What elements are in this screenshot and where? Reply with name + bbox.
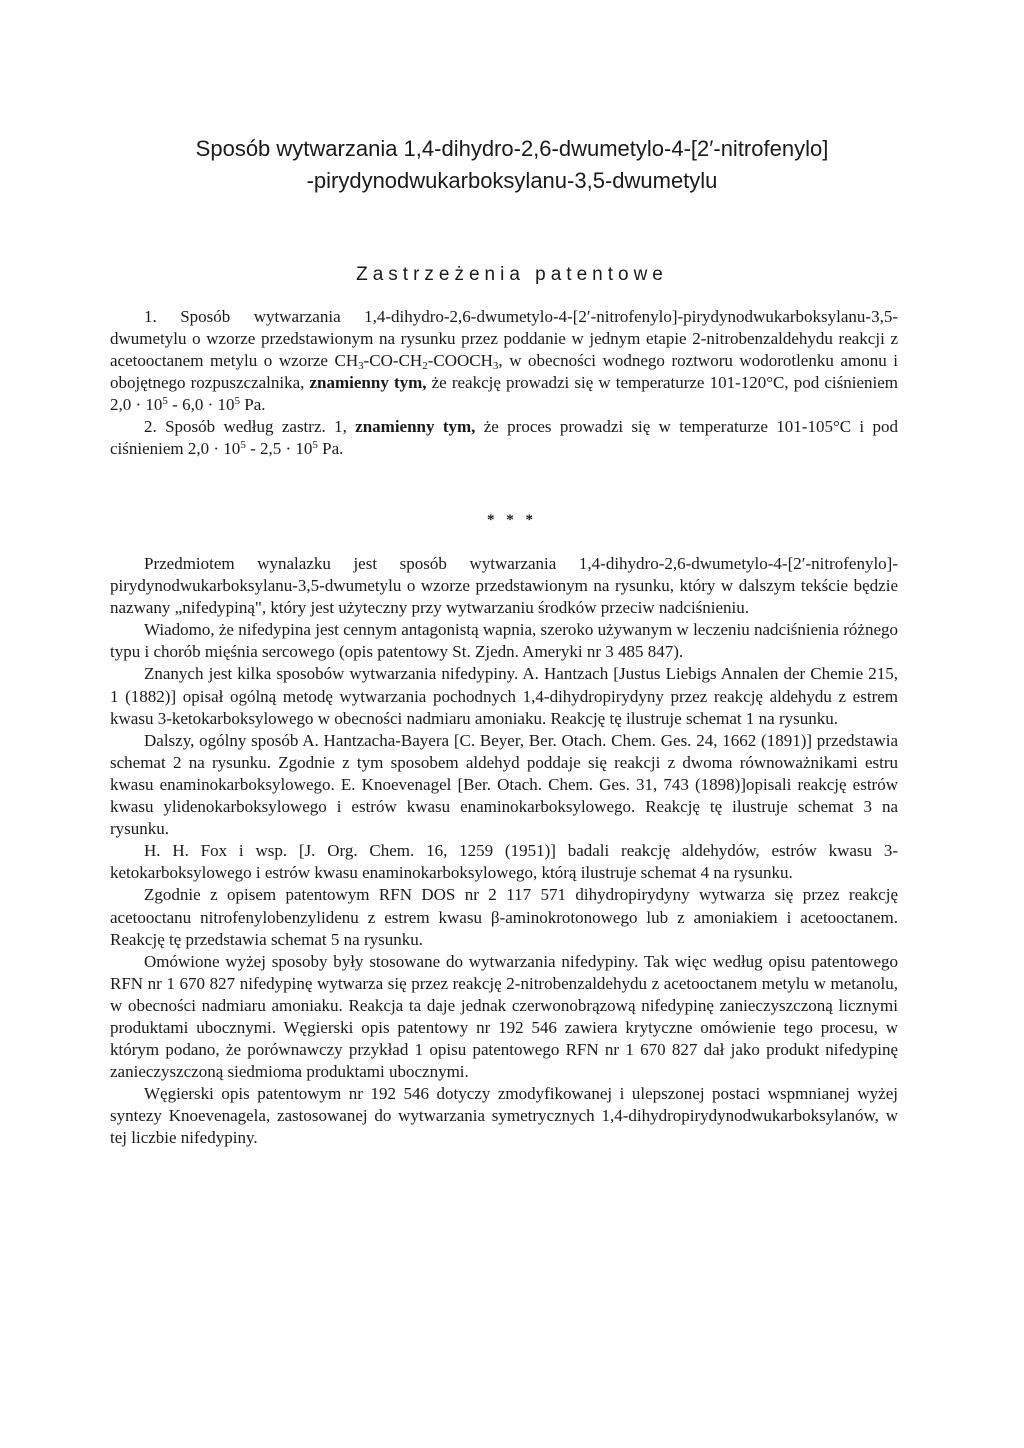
claim-1-characterizing-phrase: znamienny tym, [309,373,427,392]
claim-2: 2. Sposób według zastrz. 1, znamienny tym, że proces prowadzi się w temperaturze 101-105°C i pod ciśnieniem $2,0 \cdot 10^5 - 2,5 \cdot 10^5$ Pa. [110,417,898,458]
paragraph-2: Wiadomo, że nifedypina jest cennym antagonistą wapnia, szeroko używanym w leczeniu nadciśnienia różnego typu i chorób mięśnia sercowego (opis patentowy St. Zjedn. Ameryki nr 3 485 847). [110,620,898,662]
section-separator: * * * [487,512,537,528]
claim-2-characterizing-phrase: znamienny tym, [355,417,476,436]
claims-section [110,306,898,460]
paragraph-4: Dalszy, ogólny sposób A. Hantzacha-Bayera [C. Beyer, Ber. Otach. Chem. Ges. 24, 1662 (1891)] przedstawia schemat 2 na rysunku. Zgodnie z tym sposobem aldehyd poddaje się reakcji z dwoma równoważnikami estru kwasu enaminokarboksylowego. E. Knoevenagel [Ber. Otach. Chem. Ges. 31, 743 (1898)]opisali reakcję estrów kwasu ylidenokarboksylowego i estrów kwasu enaminokarboksylowego. Reakcję tę ilustruje schemat 3 na rysunku. [110,730,898,839]
title-line-1: Sposób wytwarzania 1,4-dihydro-2,6-dwumetylo-4-[2′-nitrofenylo] [195,136,829,161]
paragraph-3: Znanych jest kilka sposobów wytwarzania nifedypiny. A. Hantzach [Justus Liebigs Annalen der Chemie 215, 1 (1882)] opisał ogólną metodę wytwarzania pochodnych 1,4-dihydropirydyny przez reakcję aldehydu z estrem kwasu 3-ketokarboksylowego w obecności nadmiaru amoniaku. Reakcję tę ilustruje schemat 1 na rysunku. [110,664,898,728]
description-section [110,553,898,1150]
claim-1: 1. Sposób wytwarzania 1,4-dihydro-2,6-dwumetylo-4-[2′-nitrofenylo]-pirydynodwukarboksylanu-3,5-dwumetylu o wzorze przedstawionym na rysunku przez poddanie w jednym etapie 2-nitrobenzaldehydu reakcji z acetooctanem metylu o wzorze $CH_3-CO-CH_2-COOCH_3$, w obecności wodnego roztworu wodorotlenku amonu i obojętnego rozpuszczalnika, znamienny tym, że reakcję prowadzi się w temperaturze 101-120°C, pod ciśnieniem $2,0 \cdot 10^5 - 6,0 \cdot 10^5$ Pa. [110,307,898,414]
paragraph-8: Węgierski opis patentowym nr 192 546 dotyczy zmodyfikowanej i ulepszonej postaci wspmnianej wyżej syntezy Knoevenagela, zastosowanej do wytwarzania symetrycznych 1,4-dihydropirydynodwukarboksylanów, w tej liczbie nifedypiny. [110,1084,898,1148]
paragraph-7: Omówione wyżej sposoby były stosowane do wytwarzania nifedypiny. Tak więc według opisu patentowego RFN nr 1 670 827 nifedypinę wytwarza się przez reakcję 2-nitrobenzaldehydu z acetooctanem metylu w metanolu, w obecności nadmiaru amoniaku. Reakcja ta daje jednak czerwonobrązową nifedypinę zanieczyszczoną licznymi produktami ubocznymi. Węgierski opis patentowy nr 192 546 zawiera krytyczne omówienie tego procesu, w którym podano, że porównawczy przykład 1 opisu patentowego RFN nr 1 670 827 dał jako produkt nifedypinę zanieczyszczoną siedmioma produktami ubocznymi. [110,951,898,1082]
claims-heading: Zastrzeżenia patentowe [356,264,668,285]
paragraph-6: Zgodnie z opisem patentowym RFN DOS nr 2 117 571 dihydropirydyny wytwarza się przez reakcję acetooctanu nitrofenylobenzylidenu z estrem kwasu β-aminokrotonowego lub z amoniakiem i acetooctanem. Reakcję tę przedstawia schemat 5 na rysunku. [110,885,898,949]
paragraph-1: Przedmiotem wynalazku jest sposób wytwarzania 1,4-dihydro-2,6-dwumetylo-4-[2′-nitrofenylo]-pirydynodwukarboksylanu-3,5-dwumetylu o wzorze przedstawionym na rysunku, który w dalszym tekście będzie nazwany „nifedypiną", który jest użyteczny przy wytwarzaniu środków przeciw nadciśnieniu. [110,554,898,618]
document-title [110,133,914,197]
paragraph-5: H. H. Fox i wsp. [J. Org. Chem. 16, 1259 (1951)] badali reakcję aldehydów, estrów kwasu 3-ketokarboksylowego i estrów kwasu enaminokarboksylowego, którą ilustruje schemat 4 na rysunku. [110,841,898,883]
title-line-2: -pirydynodwukarboksylanu-3,5-dwumetylu [306,168,718,193]
